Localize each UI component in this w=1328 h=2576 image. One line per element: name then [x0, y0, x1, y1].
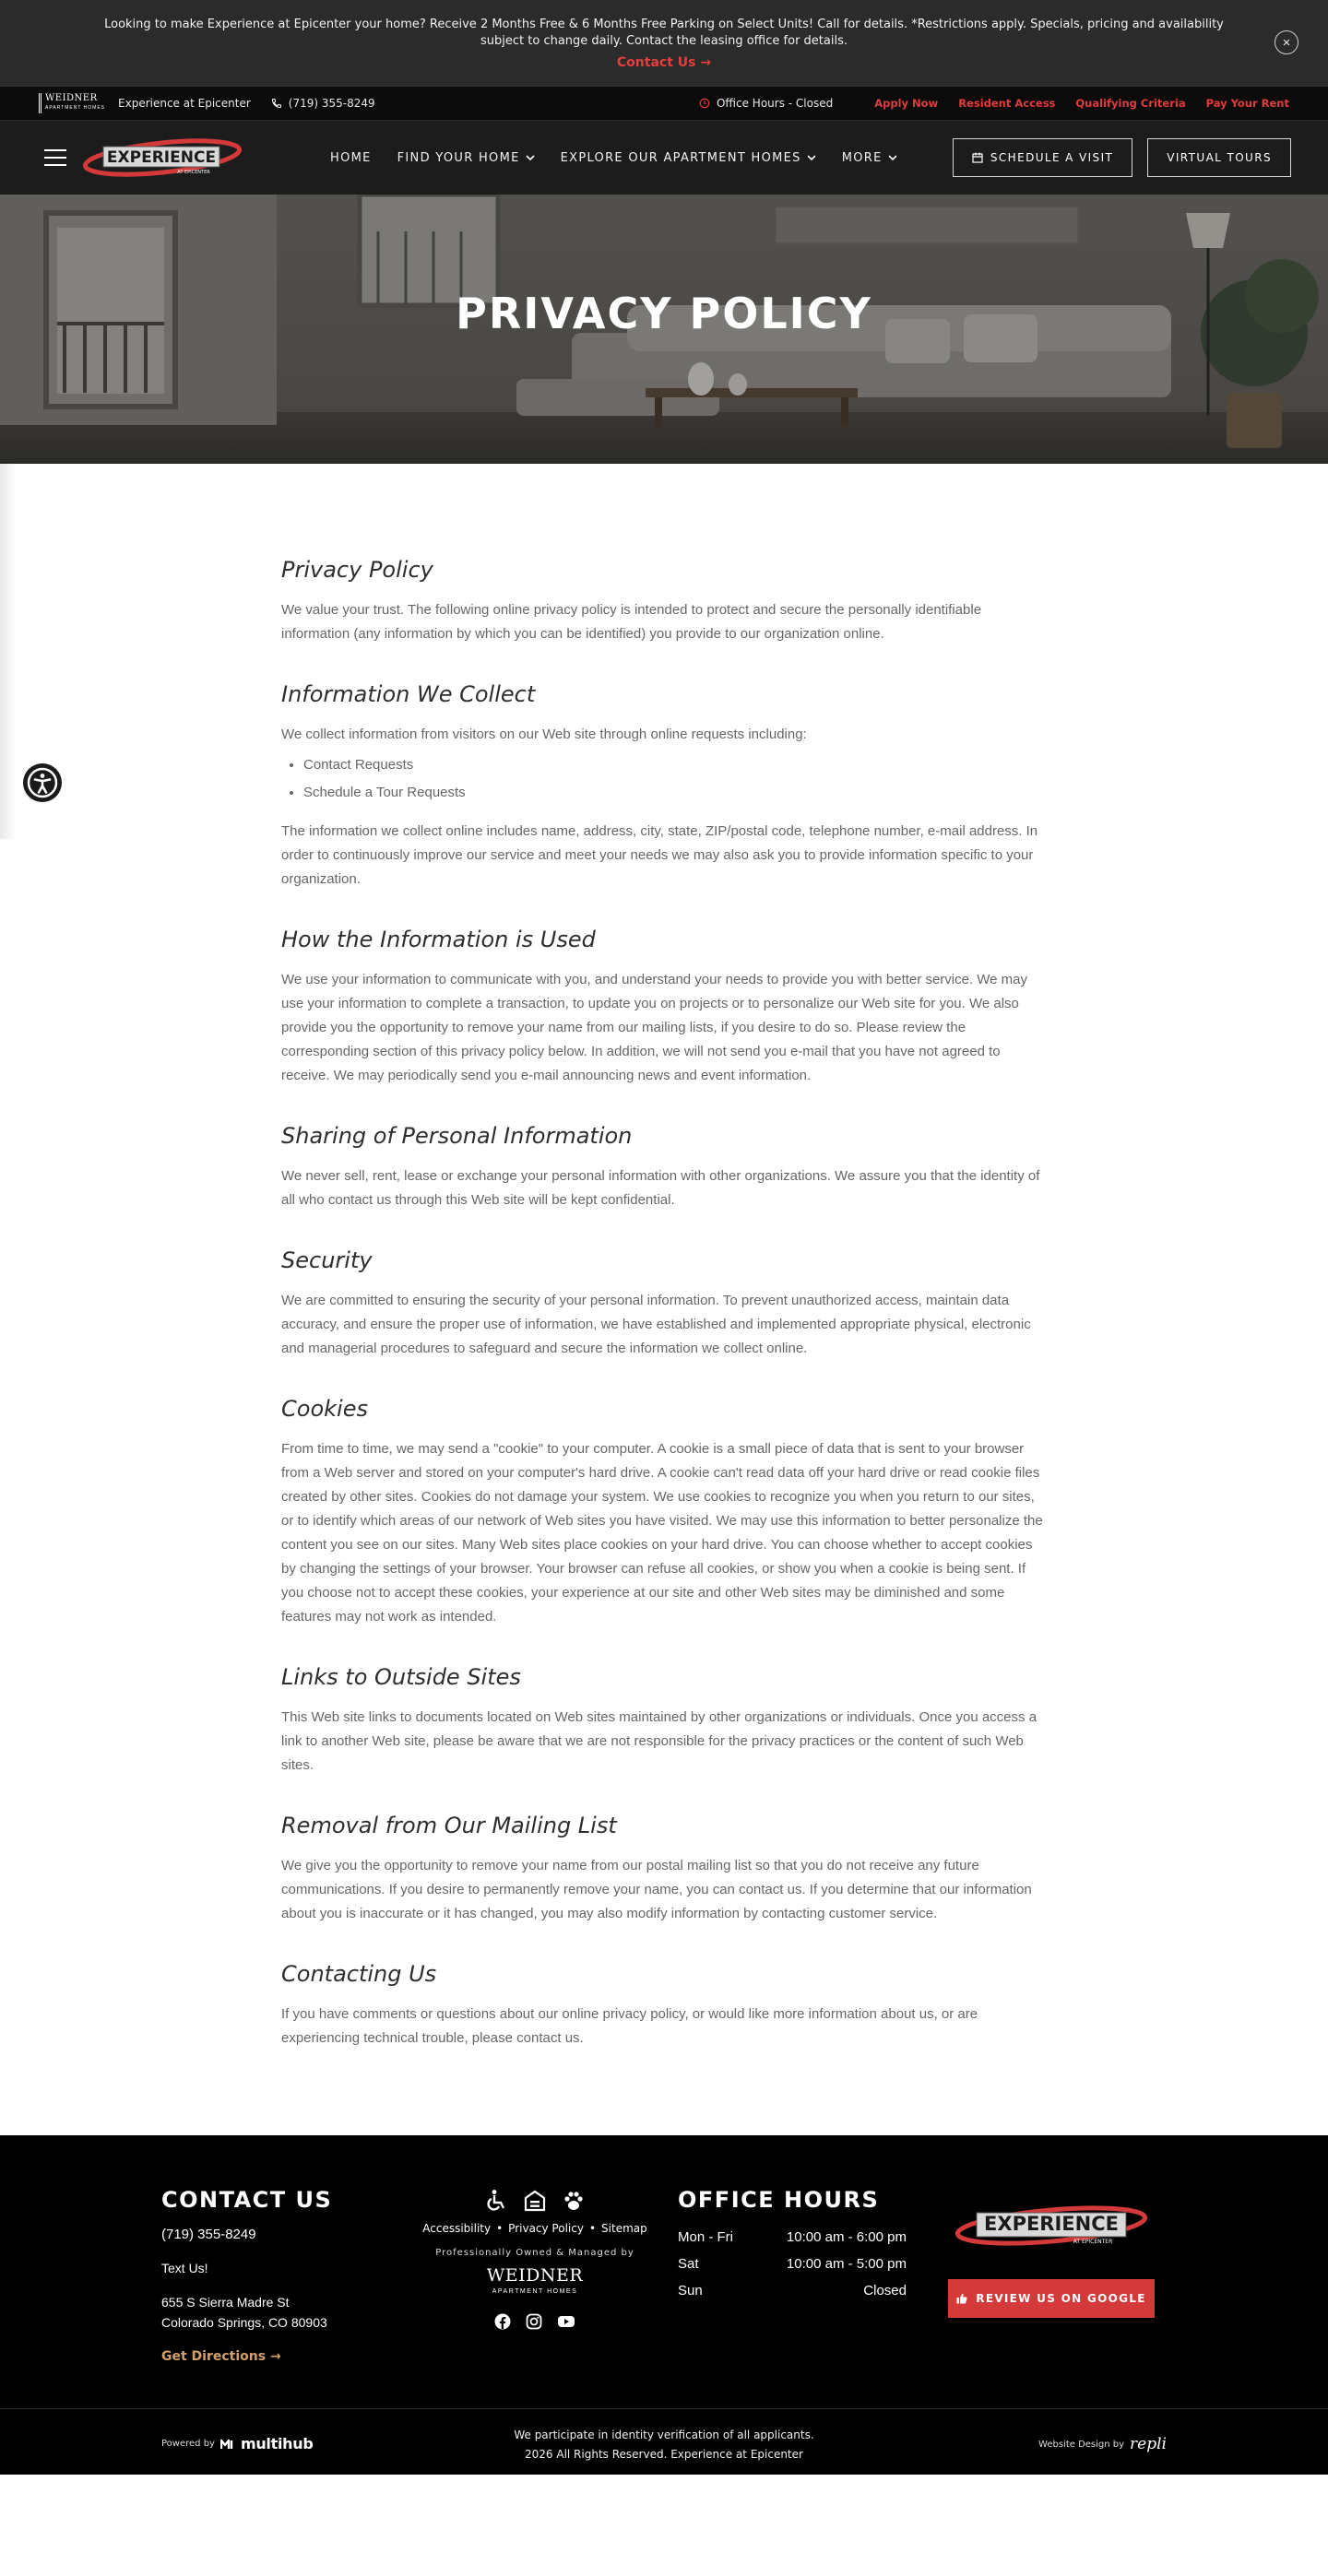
wheelchair-icon[interactable]: [484, 2189, 508, 2213]
virtual-tours-button[interactable]: VIRTUAL TOURS: [1147, 138, 1291, 177]
section-outside-links: [281, 1663, 1047, 1778]
calendar-icon: [972, 152, 983, 163]
section-heading: Information We Collect: [281, 681, 536, 707]
section-heading: Security: [281, 1247, 373, 1273]
promo-text: Looking to make Experience at Epicenter your home? Receive 2 Months Free & 6 Months Free Parking on Select Units! Call for details. *Restrictions apply. Specials, pricing and availability subject to change daily. Contact the leasing office for details.: [104, 18, 1224, 48]
youtube-icon[interactable]: [557, 2313, 575, 2330]
section-contacting-us: [281, 1960, 1047, 2050]
svg-text:EXPERIENCE: EXPERIENCE: [106, 148, 217, 167]
footer-brand: [948, 2200, 1155, 2318]
experience-footer-logo[interactable]: [948, 2200, 1155, 2253]
pay-rent-link[interactable]: Pay Your Rent: [1205, 97, 1289, 110]
promo-banner: [0, 0, 1328, 86]
nav-explore-apartment-homes[interactable]: EXPLORE OUR APARTMENT HOMES: [561, 151, 816, 165]
section-paragraph: We never sell, rent, lease or exchange your personal information with other organizations. We assure you that the identity of all who contact us through this Web site will be kept confidential.: [281, 1168, 1040, 1208]
section-mailing-removal: [281, 1812, 1047, 1926]
hamburger-menu-icon[interactable]: [44, 149, 66, 166]
footer-hours: [678, 2187, 907, 2304]
list-item: • Contact Requests: [303, 751, 1047, 779]
text-us-link[interactable]: Text Us!: [161, 2261, 208, 2275]
privacy-policy-link[interactable]: Privacy Policy: [508, 2222, 584, 2235]
powered-by[interactable]: Powered by multihub: [161, 2435, 314, 2452]
utility-phone[interactable]: (719) 355-8249: [271, 97, 375, 110]
nav-more[interactable]: MORE: [842, 151, 897, 165]
section-paragraph: The information we collect online includes name, address, city, state, ZIP/postal code, telephone number, e-mail address. In order to continuously improve our service and meet your needs we may also ask you to provide information specific to your organization.: [281, 823, 1038, 887]
review-google-button[interactable]: REVIEW US ON GOOGLE: [948, 2279, 1155, 2318]
accessibility-panel-shadow: [0, 461, 17, 839]
footer: [0, 2135, 1328, 2408]
section-paragraph: From time to time, we may send a "cookie" to your computer. A cookie is a small piece of data that is sent to your browser from a Web server and stored on your computer's hard drive. A cookie can't read data off your hard drive or read cookie files created by other sites. Cookies do not damage your system. We use cookies to recognize you when you return to our sites, or to identify which areas of our network of Web sites you have visited. We may use this information to better personalize the content you see on our sites. Many Web sites place cookies on your hard drive. You can choose whether to accept cookies by changing the settings of your browser. Your browser can refuse all cookies, or show you when a cookie is being sent. If you choose not to accept these cookies, your experience at our site and other Web sites may be diminished and some features may not work as intended.: [281, 1441, 1043, 1625]
experience-logo[interactable]: [83, 135, 242, 181]
section-security: [281, 1247, 1047, 1361]
section-cookies: [281, 1395, 1047, 1629]
contact-title: CONTACT US: [161, 2187, 333, 2213]
chevron-down-icon: [807, 155, 816, 161]
section-paragraph: If you have comments or questions about our online privacy policy, or would like more information about us, or are experiencing technical trouble, please contact us.: [281, 2006, 978, 2046]
bottom-bar: [0, 2408, 1328, 2475]
accessibility-widget-button[interactable]: [23, 763, 62, 802]
section-heading: Cookies: [281, 1396, 368, 1422]
facebook-icon[interactable]: [494, 2313, 511, 2330]
page-title: PRIVACY POLICY: [456, 289, 872, 338]
hours-title: OFFICE HOURS: [678, 2187, 880, 2213]
accessibility-link[interactable]: Accessibility: [422, 2222, 492, 2235]
section-privacy-policy: [281, 556, 1047, 646]
section-sharing: [281, 1122, 1047, 1212]
website-design-credit[interactable]: Website Design by repli: [1038, 2435, 1167, 2453]
chevron-down-icon: [888, 155, 897, 161]
footer-contact: [161, 2187, 332, 2364]
site-name[interactable]: Experience at Epicenter: [118, 97, 251, 110]
hours-row: Sat 10:00 am - 5:00 pm: [678, 2256, 907, 2272]
close-icon[interactable]: ×: [1275, 30, 1298, 54]
get-directions-link[interactable]: Get Directions →: [161, 2349, 281, 2364]
apply-now-link[interactable]: Apply Now: [874, 97, 939, 110]
phone-icon: [271, 98, 282, 109]
privacy-content: [281, 464, 1047, 2135]
weidner-footer-logo[interactable]: WEIDNER APARTMENT HOMES: [486, 2265, 584, 2295]
list-item: • Schedule a Tour Requests: [303, 779, 1047, 807]
legal-text: We participate in identity verification of all applicants. 2026 All Rights Reserved. Experience at Epicenter: [514, 2428, 814, 2461]
owned-managed-text: Professionally Owned & Managed by: [435, 2248, 634, 2258]
nav-find-your-home[interactable]: FIND YOUR HOME: [397, 151, 535, 165]
main-nav: [0, 121, 1328, 195]
footer-middle: Accessibility • Privacy Policy • Sitemap Professionally Owned & Managed by WEIDNER APARTMENT HOMES: [420, 2189, 650, 2330]
section-heading: Links to Outside Sites: [281, 1664, 521, 1690]
accessibility-icon: [27, 767, 58, 798]
section-information-we-collect: [281, 680, 1047, 892]
chevron-down-icon: [526, 155, 535, 161]
section-heading: Privacy Policy: [281, 557, 433, 583]
utility-bar: [0, 86, 1328, 121]
footer-address: 655 S Sierra Madre St Colorado Springs, CO 80903: [161, 2295, 327, 2330]
section-heading: Contacting Us: [281, 1961, 437, 1987]
hero-banner: [0, 195, 1328, 464]
section-paragraph: We collect information from visitors on our Web site through online requests including:: [281, 727, 807, 742]
nav-home[interactable]: HOME: [330, 150, 372, 165]
clock-icon: [699, 98, 710, 109]
equal-housing-icon[interactable]: [523, 2189, 547, 2213]
resident-access-link[interactable]: Resident Access: [958, 97, 1056, 110]
section-paragraph: This Web site links to documents located on Web sites maintained by other organizations or individuals. Once you access a link to another Web site, please be aware that we are not responsible for the privacy practices or the content of such Web sites.: [281, 1709, 1038, 1773]
footer-phone[interactable]: (719) 355-8249: [161, 2227, 256, 2242]
section-paragraph: We use your information to communicate with you, and understand your needs to provide you with better service. We may use your information to complete a transaction, to update you on projects or to personalize our Web site for you. We also provide you the opportunity to remove your name from our mailing lists, if you desire to do so. Please review the corresponding section of this privacy policy below. In addition, we will not send you e-mail that you have not agreed to receive. We may periodically send you e-mail announcing news and event information.: [281, 972, 1028, 1083]
schedule-visit-button[interactable]: SCHEDULE A VISIT: [953, 138, 1132, 177]
section-heading: Sharing of Personal Information: [281, 1123, 633, 1149]
section-paragraph: We give you the opportunity to remove your name from our postal mailing list so that you do not receive any future communications. If you desire to permanently remove your name, you can contact us. If you determine that our information about you is inaccurate or it has changed, you may also modify information by contacting customer service.: [281, 1858, 1032, 1921]
thumbs-up-icon: [956, 2293, 967, 2304]
svg-text:AT EPICENTER: AT EPICENTER: [1073, 2239, 1113, 2245]
svg-text:AT EPICENTER: AT EPICENTER: [177, 170, 210, 175]
office-status: Office Hours - Closed: [699, 97, 833, 110]
collect-list: [303, 751, 1047, 807]
section-paragraph: We value your trust. The following online privacy policy is intended to protect and secure the personally identifiable information (any information by which you can be identified) you provide to our organization online.: [281, 602, 982, 642]
section-paragraph: We are committed to ensuring the security of your personal information. To prevent unauthorized access, maintain data accuracy, and ensure the proper use of information, we have established and implemented appropriate physical, electronic and managerial procedures to safeguard and secure the information we collect online.: [281, 1293, 1031, 1356]
sitemap-link[interactable]: Sitemap: [601, 2222, 647, 2235]
section-heading: Removal from Our Mailing List: [281, 1813, 617, 1838]
section-heading: How the Information is Used: [281, 927, 596, 952]
instagram-icon[interactable]: [526, 2313, 542, 2330]
promo-contact-link[interactable]: Contact Us →: [616, 55, 712, 70]
hours-row: Sun Closed: [678, 2283, 907, 2298]
paw-icon[interactable]: [562, 2189, 586, 2213]
section-information-used: [281, 926, 1047, 1088]
hours-row: Mon - Fri 10:00 am - 6:00 pm: [678, 2229, 907, 2245]
qualifying-criteria-link[interactable]: Qualifying Criteria: [1075, 97, 1186, 110]
weidner-logo[interactable]: WEIDNER APARTMENT HOMES: [39, 93, 105, 113]
svg-text:EXPERIENCE: EXPERIENCE: [984, 2213, 1119, 2235]
